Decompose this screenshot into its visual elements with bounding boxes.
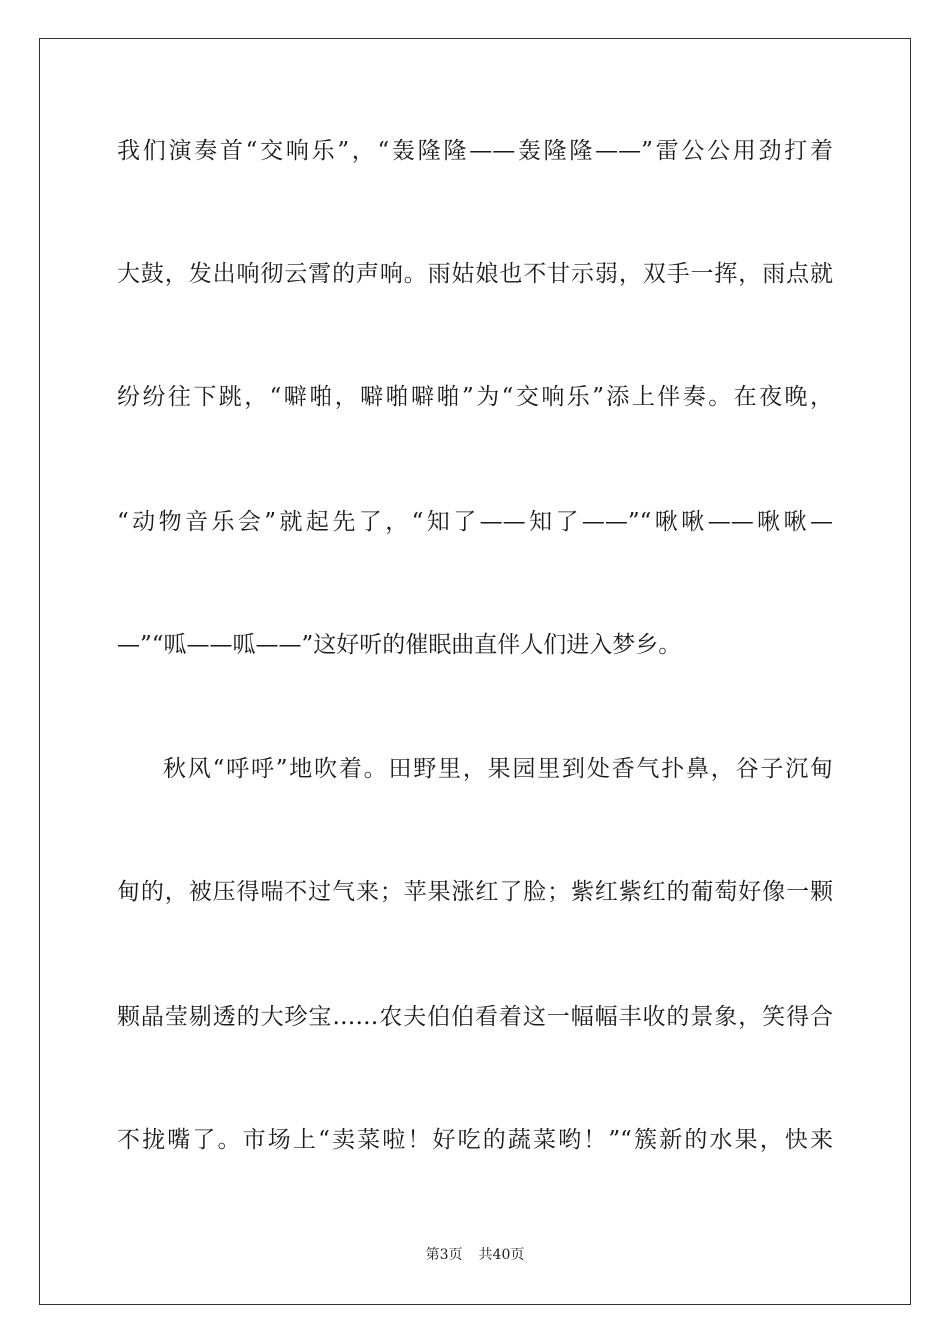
page-total: 共40页 [478, 1247, 525, 1263]
text-line-3: 纷纷往下跳，“噼啪，噼啪噼啪”为“交响乐”添上伴奏。在夜晚， [117, 384, 833, 410]
page-number: 第3页 [425, 1247, 463, 1263]
page-footer [0, 1246, 950, 1264]
text-line-4: “动物音乐会”就起先了，“知了——知了——”“啾啾——啾啾— [117, 509, 833, 535]
page-border [39, 38, 911, 1305]
text-line-2: 大鼓，发出响彻云霄的声响。雨姑娘也不甘示弱，双手一挥，雨点就 [117, 261, 833, 287]
text-line-6: 秋风“呼呼”地吹着。田野里，果园里到处香气扑鼻，谷子沉甸 [163, 756, 833, 782]
text-line-7: 甸的，被压得喘不过气来；苹果涨红了脸；紫红紫红的葡萄好像一颗 [117, 879, 833, 905]
text-line-9: 不拢嘴了。市场上“卖菜啦！好吃的蔬菜哟！”“簇新的水果，快来 [117, 1127, 833, 1153]
text-line-1: 我们演奏首“交响乐”，“轰隆隆——轰隆隆——”雷公公用劲打着 [117, 138, 833, 164]
text-line-8: 颗晶莹剔透的大珍宝……农夫伯伯看着这一幅幅丰收的景象，笑得合 [117, 1004, 833, 1030]
text-line-5: —”“呱——呱——”这好听的催眠曲直伴人们进入梦乡。 [117, 632, 682, 658]
